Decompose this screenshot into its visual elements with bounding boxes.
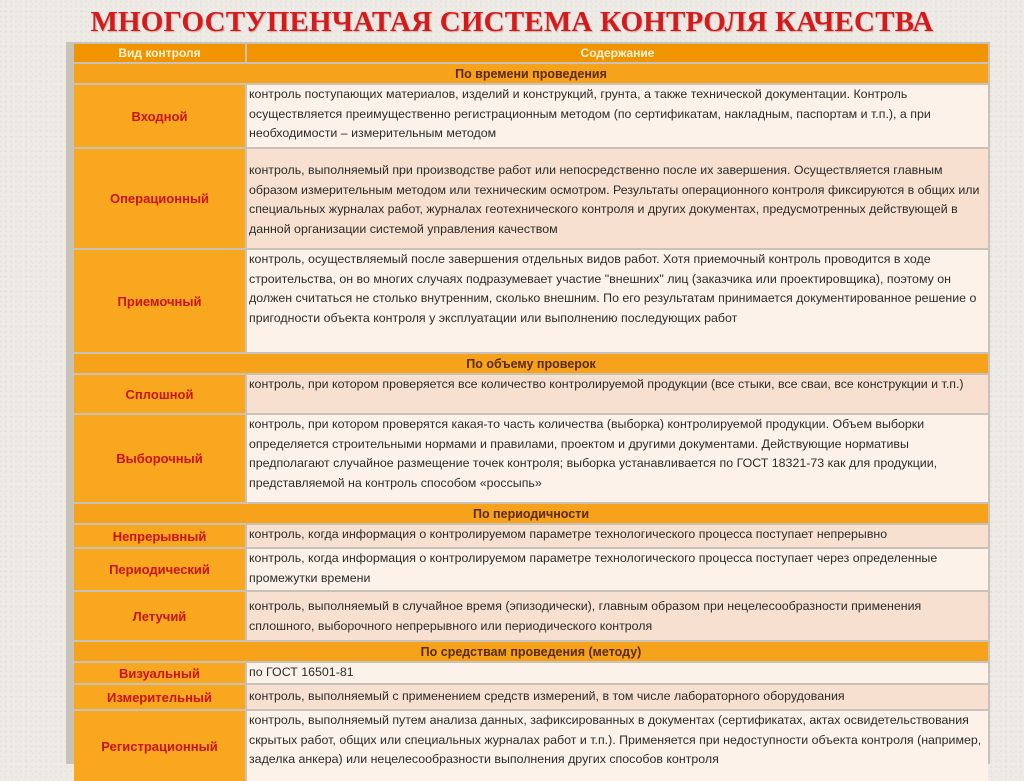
row-text-acceptance: контроль, осуществляемый после завершения отдельных видов работ. Хотя приемочный контроль проводится в ходе строительства, он во многих случаях подразумевает участие "внешних" лиц (заказчика или проектировщика), поэтому он должен считаться не столько внутренним, сколько внешним. По его результатам принимается документированное решение о пригодности объекта контроля у эксплуатации или выполнению последующих работ [247,250,988,352]
quality-control-table [74,44,988,781]
section-header-volume: По объему проверок [74,354,988,373]
row-name-incoming: Входной [74,85,247,147]
row-text-continuous: контроль, при котором проверяется все количество контролируемой продукции (все стыки, все сваи, все конструкции и т.п.) [247,375,988,413]
row-name-acceptance: Приемочный [74,250,247,352]
row-name-flying: Летучий [74,592,247,640]
row-name-visual: Визуальный [74,663,247,683]
row-name-operational: Операционный [74,149,247,248]
page-title: МНОГОСТУПЕНЧАТАЯ СИСТЕМА КОНТРОЛЯ КАЧЕСТВА [90,6,934,38]
row-text-visual: по ГОСТ 16501-81 [247,663,988,683]
row-text-measuring: контроль, выполняемый с применением средств измерений, в том числе лабораторного оборудования [247,685,988,709]
row-name-periodic: Периодический [74,549,247,590]
row-name-measuring: Измерительный [74,685,247,709]
column-header-type: Вид контроля [74,44,247,62]
row-name-registration: Регистрационный [74,711,247,781]
row-text-flying: контроль, выполняемый в случайное время (эпизодически), главным образом при нецелесообразности применения сплошного, выборочного непрерывного или периодического контроля [247,592,988,640]
row-text-operational: контроль, выполняемый при производстве работ или непосредственно после их завершения. Осуществляется главным образом измерительным методом или техническим осмотром. Результаты операционного контроля фиксируются в общих или специальных журналах работ, журналах геотехнического контроля и других документах, предусмотренных действующей в данной организации системой управления качеством [247,149,988,248]
row-text-incoming: контроль поступающих материалов, изделий и конструкций, грунта, а также технической документации. Контроль осуществляется преимущественно регистрационным методом (по сертификатам, накладным, паспортам и т.п.), а при необходимости – измерительным методом [247,85,988,147]
section-header-periodicity: По периодичности [74,504,988,523]
row-name-uninterrupted: Непрерывный [74,525,247,547]
row-text-sampling: контроль, при котором проверятся какая-то часть количества (выборка) контролируемой продукции. Объем выборки определяется строительными нормами и правилами, проектом и другими документами. Действующие нормативы предполагают случайное размещение точек контроля; выборка устанавливается по ГОСТ 18321-73 как для продукции, представляемой на контроль способом «россыпь» [247,415,988,502]
row-text-periodic: контроль, когда информация о контролируемом параметре технологического процесса поступает через определенные промежутки времени [247,549,988,590]
section-header-method: По средствам проведения (методу) [74,642,988,661]
row-text-registration: контроль, выполняемый путем анализа данных, зафиксированных в документах (сертификатах, актах освидетельствования скрытых работ, общих или специальных журналах работ и т.п.). Применяется при недоступности объекта контроля (например, заделка анкера) или нецелесообразности выполнения других способов контроля [247,711,988,781]
row-name-sampling: Выборочный [74,415,247,502]
section-header-time: По времени проведения [74,64,988,83]
column-header-content: Содержание [247,44,988,62]
row-text-uninterrupted: контроль, когда информация о контролируемом параметре технологического процесса поступает непрерывно [247,525,988,547]
row-name-continuous: Сплошной [74,375,247,413]
